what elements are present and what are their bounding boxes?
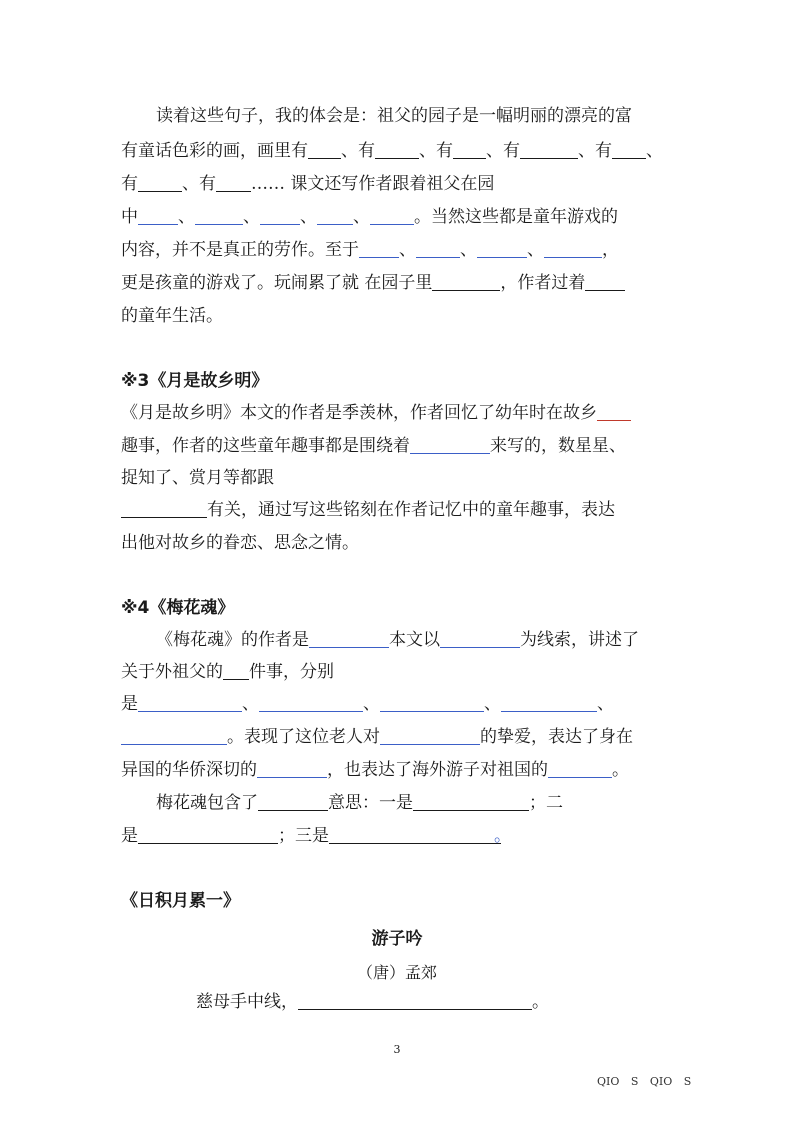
fill-blank[interactable] [413,792,529,811]
fill-blank[interactable] [477,239,527,258]
paragraph-line: 内容，并不是真正的劳作。至于 、 、 、 ， [121,240,619,260]
paragraph-line: 有关，通过写这些铭刻在作者记忆中的童年趣事，表达 [121,499,681,521]
fill-blank[interactable] [410,435,490,454]
fill-blank[interactable] [380,693,484,712]
fill-blank[interactable] [138,825,278,844]
fill-blank[interactable] [416,239,460,258]
paragraph-line: 有 、有 …… 课文还写作者跟着祖父在园 [121,174,495,194]
fill-blank[interactable] [257,759,327,778]
paragraph-line: 关于外祖父的 件事，分别 [121,662,334,682]
end-mark: 。 [494,826,511,846]
section-heading: 《日积月累一》 [121,891,240,911]
fill-blank[interactable] [121,499,207,518]
page-number: 3 [393,1043,401,1056]
paragraph-line: 是 、 、 、 、 [121,694,614,714]
paragraph-line: 的童年生活。 [121,306,223,326]
fill-blank[interactable] [432,272,500,291]
section-heading: ※4《梅花魂》 [121,598,235,618]
fill-blank[interactable] [138,693,242,712]
poem-line: 慈母手中线， 。 [196,992,549,1012]
fill-blank[interactable] [298,991,532,1010]
fill-blank[interactable] [308,140,341,159]
fill-blank[interactable] [359,239,399,258]
paragraph-line: 《月是故乡明》本文的作者是季羡林，作者回忆了幼年时在故乡 [121,402,681,424]
section-heading: ※3《月是故乡明》 [121,371,269,391]
paragraph-line: 《梅花魂》的作者是 本文以 为线索，讲述了 [156,630,639,650]
fill-blank[interactable] [585,272,625,291]
paragraph-line: 捉知了、赏月等都跟 [121,468,274,488]
fill-blank[interactable] [258,792,328,811]
paragraph-line: 趣事，作者的这些童年趣事都是围绕着 来写的，数星星、 [121,436,626,456]
fill-blank[interactable] [260,206,300,225]
paragraph-line: 梅花魂包含了 意思：一是 ；二 [156,793,563,813]
fill-blank[interactable] [520,140,578,159]
fill-blank[interactable] [259,693,363,712]
fill-blank[interactable] [216,173,251,192]
paragraph-line: 读着这些句子，我的体会是：祖父的园子是一幅明丽的漂亮的富 [156,106,632,126]
fill-blank[interactable] [121,726,227,745]
poem-title: 游子吟 [371,929,423,949]
fill-blank[interactable] [370,206,414,225]
fill-blank[interactable] [317,206,353,225]
fill-blank[interactable] [453,140,486,159]
paragraph-line: 。表现了这位老人对 的挚爱，表达了身在 [121,726,681,748]
paragraph-line: 中 、 、 、 、 。当然这些都是童年游戏的 [121,207,618,227]
fill-blank[interactable] [501,693,597,712]
fill-blank[interactable] [223,661,249,680]
fill-blank[interactable] [195,206,243,225]
paragraph-line: 异国的华侨深切的 ，也表达了海外游子对祖国的 。 [121,760,629,780]
fill-blank[interactable] [329,825,501,844]
fill-blank[interactable] [548,759,612,778]
fill-blank[interactable] [597,402,631,421]
paragraph-line: 更是孩童的游戏了。玩闹累了就 在园子里 ，作者过着 [121,272,681,294]
paragraph-line: 有童话色彩的画，画里有 、有 、有 、有 、有 、 [121,141,663,161]
footer-text: QIO S QIO S [597,1075,692,1088]
poem-author: （唐）孟郊 [356,963,437,982]
fill-blank[interactable] [138,173,182,192]
fill-blank[interactable] [440,629,520,648]
fill-blank[interactable] [544,239,602,258]
fill-blank[interactable] [380,726,480,745]
paragraph-line: 出他对故乡的眷恋、思念之情。 [121,533,359,553]
paragraph-line: 是 ；三是 [121,825,681,847]
fill-blank[interactable] [612,140,646,159]
fill-blank[interactable] [375,140,419,159]
fill-blank[interactable] [309,629,389,648]
fill-blank[interactable] [138,206,178,225]
